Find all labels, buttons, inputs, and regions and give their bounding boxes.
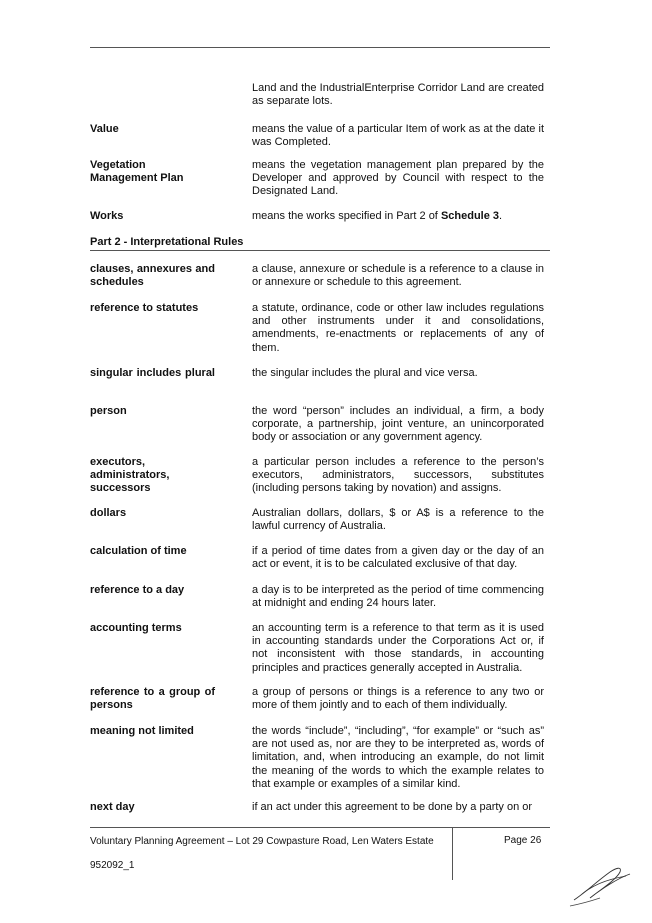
rule-term: person [90, 405, 127, 417]
rule-term: dollars [90, 507, 127, 519]
rule-meaning: if a period of time dates from a given day or the day of an act or event, it is to be calculated exclusive of that day. [252, 545, 544, 571]
rule-meaning: a day is to be interpreted as the period of time commencing at midnight and ending 24 hours later. [252, 584, 544, 610]
meaning-text: means the works specified in Part 2 of [252, 210, 441, 222]
footer-divider [452, 828, 453, 880]
rule-meaning: an accounting term is a reference to that term as it is used in accounting standards under the Corporations Act or, if not inconsistent with those standards, in accounting principles and practices generally accepted in Australia. [252, 622, 544, 674]
part-heading: Part 2 - Interpretational Rules [90, 236, 244, 248]
rule-term: next day [90, 801, 135, 813]
definition-meaning: means the value of a particular Item of work as at the date it was Completed. [252, 123, 544, 149]
rule-meaning: Australian dollars, dollars, $ or A$ is a reference to the lawful currency of Australia. [252, 507, 544, 533]
page-number: Page 26 [504, 835, 542, 846]
rule-term: meaning not limited [90, 725, 194, 737]
rule-term: reference to a day [90, 584, 185, 596]
rule-meaning: a particular person includes a reference to the person’s executors, administrators, successors, substitutes (including persons taking by novation) and assigns. [252, 456, 544, 495]
rule-meaning: a statute, ordinance, code or other law includes regulations and other instruments under it and consolidations, amendments, re-enactments or replacements of any of them. [252, 302, 544, 354]
rule-meaning: a group of persons or things is a reference to any two or more of them jointly and to each of them individually. [252, 686, 544, 712]
meaning-text: . [499, 210, 503, 222]
rule-term: reference to statutes [90, 302, 199, 314]
rule-term: clauses, annexures and schedules [90, 263, 215, 288]
rule-meaning: the singular includes the plural and vice versa. [252, 367, 478, 379]
rule-meaning: a clause, annexure or schedule is a reference to a clause in or annexure or schedule to this agreement. [252, 263, 544, 289]
page-footer [90, 827, 550, 880]
definition-meaning [252, 210, 544, 223]
schedule-reference: Schedule 3 [440, 210, 500, 222]
definition-term: Value [90, 123, 119, 135]
rule-term: accounting terms [90, 622, 182, 634]
rule-term: calculation of time [90, 545, 187, 557]
rule-meaning: the words “include”, “including”, “for example” or “such as” are not used as, nor are they to be interpreted as, words of limitation, and, when introducing an example, do not limit the meaning of the words to which the example relates to that example or examples of a similar kind. [252, 725, 544, 790]
definition-meaning: Land and the IndustrialEnterprise Corridor Land are created as separate lots. [252, 82, 544, 108]
definition-term: Works [90, 210, 124, 222]
top-rule [90, 47, 550, 48]
rule-term: singular includes plural [90, 367, 215, 379]
rule-term: reference to a group of persons [90, 686, 215, 711]
definition-term: Vegetation Management Plan [90, 159, 184, 184]
document-reference: 952092_1 [90, 860, 135, 871]
footer-title: Voluntary Planning Agreement – Lot 29 Cowpasture Road, Len Waters Estate [90, 836, 434, 847]
rule-term: executors, administrators, successors [90, 456, 170, 494]
signature-icon [560, 860, 640, 910]
rule-meaning: the word “person” includes an individual, a firm, a body corporate, a partnership, joint venture, an unincorporated body or association or any government agency. [252, 405, 544, 444]
rule-meaning: if an act under this agreement to be done by a party on or [252, 801, 533, 813]
part-rule [90, 250, 550, 251]
definition-meaning: means the vegetation management plan prepared by the Developer and approved by Council with respect to the Designated Land. [252, 159, 544, 198]
